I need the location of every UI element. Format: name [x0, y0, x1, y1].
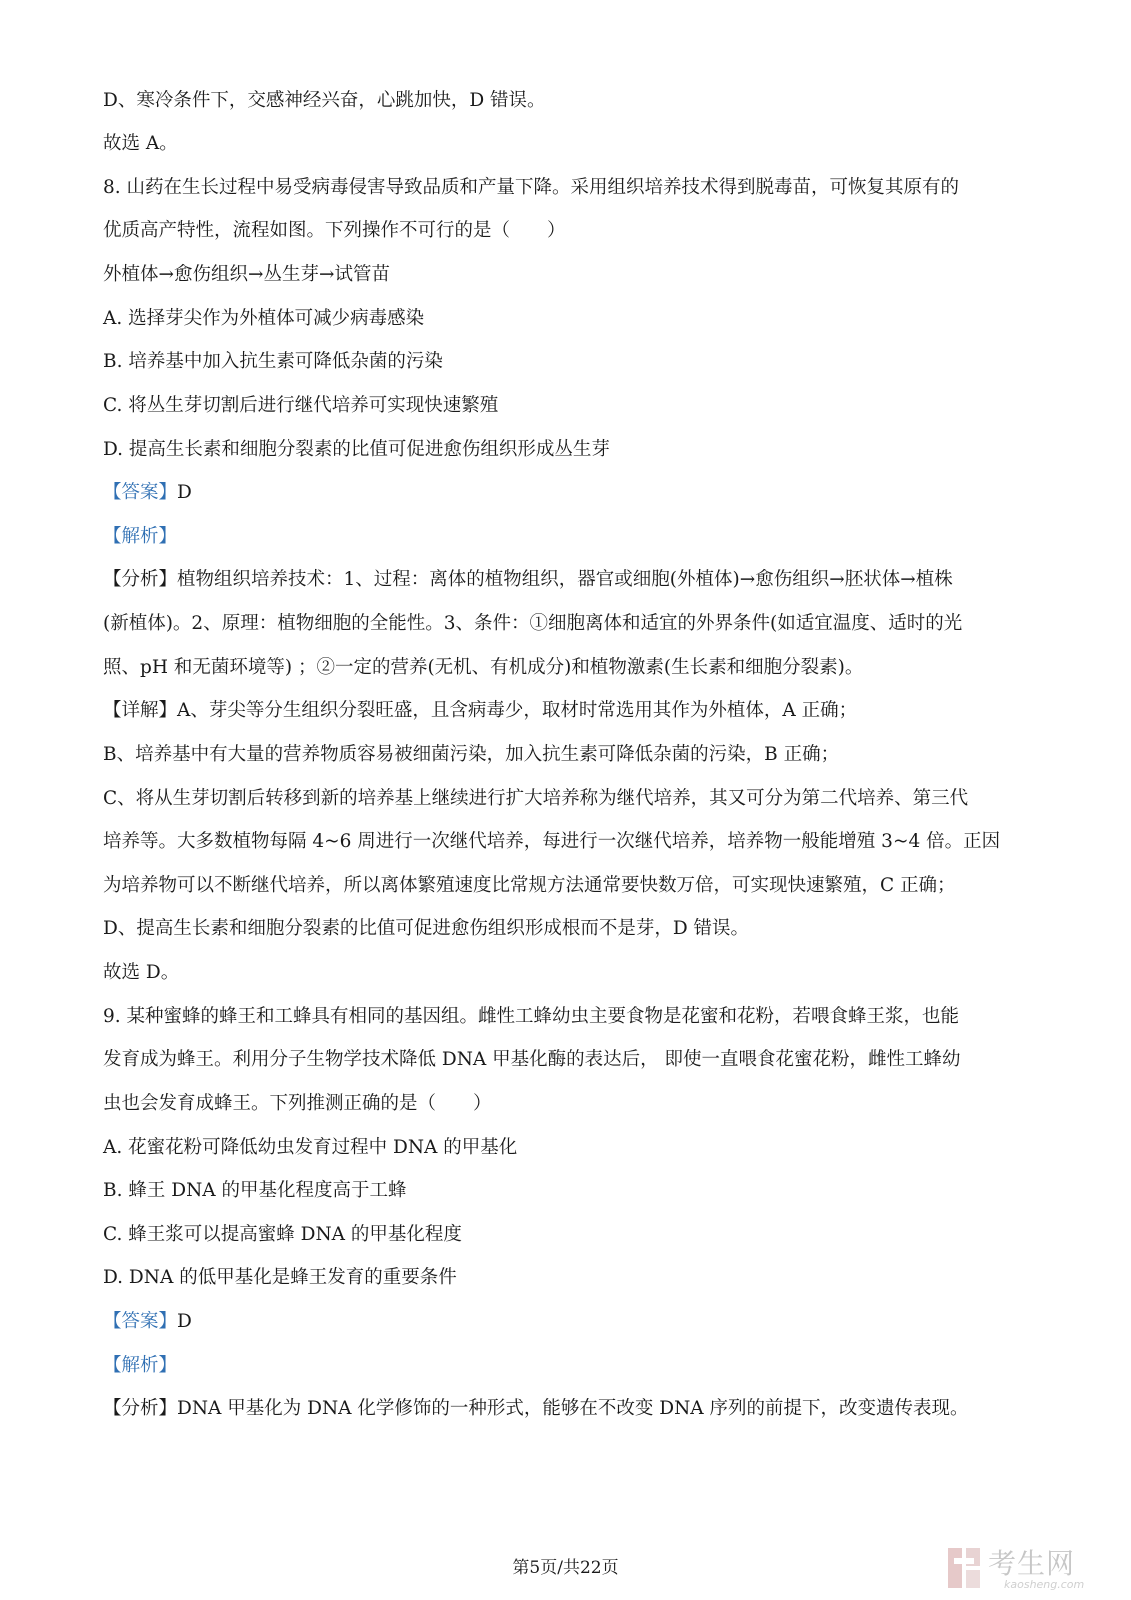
option-a: A. 选择芽尖作为外植体可减少病毒感染	[103, 308, 425, 329]
option-d: D. 提高生长素和细胞分裂素的比值可促进愈伤组织形成丛生芽	[103, 439, 610, 460]
analysis-label: 【解析】	[103, 526, 178, 547]
answer-value: D	[177, 1311, 192, 1332]
page-number: 第5页/共22页	[512, 1558, 619, 1578]
watermark-text: 考生网	[988, 1547, 1076, 1580]
detail-line: 【详解】A、芽尖等分生组织分裂旺盛，且含病毒少，取材时常选用其作为外植体，A 正确；	[103, 700, 858, 721]
question-9-stem: 发育成为蜂王。利用分子生物学技术降低 DNA 甲基化酶的表达后， 即使一直喂食花蜜花粉，雌性工蜂幼	[103, 1049, 961, 1070]
analysis-line: (新植体)。2、原理：植物细胞的全能性。3、条件：①细胞离体和适宜的外界条件(如适宜温度、适时的光	[103, 613, 963, 634]
answer-line	[103, 480, 192, 506]
option-d: D. DNA 的低甲基化是蜂王发育的重要条件	[103, 1267, 457, 1288]
question-8-stem: 优质高产特性，流程如图。下列操作不可行的是（ ）	[103, 220, 566, 241]
text-line: 故选 A。	[103, 133, 178, 154]
analysis-line: 【分析】DNA 甲基化为 DNA 化学修饰的一种形式，能够在不改变 DNA 序列的前提下，改变遗传表现。	[103, 1398, 969, 1419]
answer-label: 【答案】	[103, 1311, 178, 1332]
option-b: B. 蜂王 DNA 的甲基化程度高于工蜂	[103, 1180, 407, 1201]
analysis-line: 【分析】植物组织培养技术：1、过程：离体的植物组织，器官或细胞(外植体)→愈伤组织→胚状体→植株	[103, 569, 953, 590]
option-b: B. 培养基中加入抗生素可降低杂菌的污染	[103, 351, 443, 372]
analysis-label: 【解析】	[103, 1355, 178, 1376]
option-a: A. 花蜜花粉可降低幼虫发育过程中 DNA 的甲基化	[103, 1137, 518, 1158]
conclusion-line: 故选 D。	[103, 962, 180, 983]
watermark-url: kaosheng.com	[1004, 1578, 1085, 1591]
detail-line: 培养等。大多数植物每隔 4~6 周进行一次继代培养，每进行一次继代培养，培养物一般能增殖 3~4 倍。正因	[103, 831, 1001, 852]
analysis-heading	[103, 1353, 177, 1379]
text-line: D、寒冷条件下，交感神经兴奋，心跳加快，D 错误。	[103, 90, 546, 111]
question-9-stem: 虫也会发育成蜂王。下列推测正确的是（ ）	[103, 1093, 492, 1114]
analysis-heading	[103, 524, 177, 550]
detail-line: B、培养基中有大量的营养物质容易被细菌污染，加入抗生素可降低杂菌的污染，B 正确；	[103, 744, 840, 765]
answer-line	[103, 1309, 192, 1335]
question-8-stem: 8. 山药在生长过程中易受病毒侵害导致品质和产量下降。采用组织培养技术得到脱毒苗，可恢复其原有的	[103, 177, 960, 198]
option-c: C. 将丛生芽切割后进行继代培养可实现快速繁殖	[103, 395, 499, 416]
watermark-logo-icon	[946, 1544, 982, 1592]
answer-label: 【答案】	[103, 482, 178, 503]
watermark	[946, 1540, 1126, 1596]
answer-value: D	[177, 482, 192, 503]
option-c: C. 蜂王浆可以提高蜜蜂 DNA 的甲基化程度	[103, 1224, 462, 1245]
question-9-stem: 9. 某种蜜蜂的蜂王和工蜂具有相同的基因组。雌性工蜂幼虫主要食物是花蜜和花粉，若喂食蜂王浆，也能	[103, 1006, 960, 1027]
analysis-line: 照、pH 和无菌环境等) ；②一定的营养(无机、有机成分)和植物激素(生长素和细胞分裂素)。	[103, 657, 864, 678]
detail-line: 为培养物可以不断继代培养，所以离体繁殖速度比常规方法通常要快数万倍，可实现快速繁殖，C 正确；	[103, 875, 956, 896]
detail-line: C、将从生芽切割后转移到新的培养基上继续进行扩大培养称为继代培养，其又可分为第二代培养、第三代	[103, 788, 969, 809]
detail-line: D、提高生长素和细胞分裂素的比值可促进愈伤组织形成根而不是芽，D 错误。	[103, 918, 750, 939]
process-flow: 外植体→愈伤组织→丛生芽→试管苗	[103, 264, 391, 285]
